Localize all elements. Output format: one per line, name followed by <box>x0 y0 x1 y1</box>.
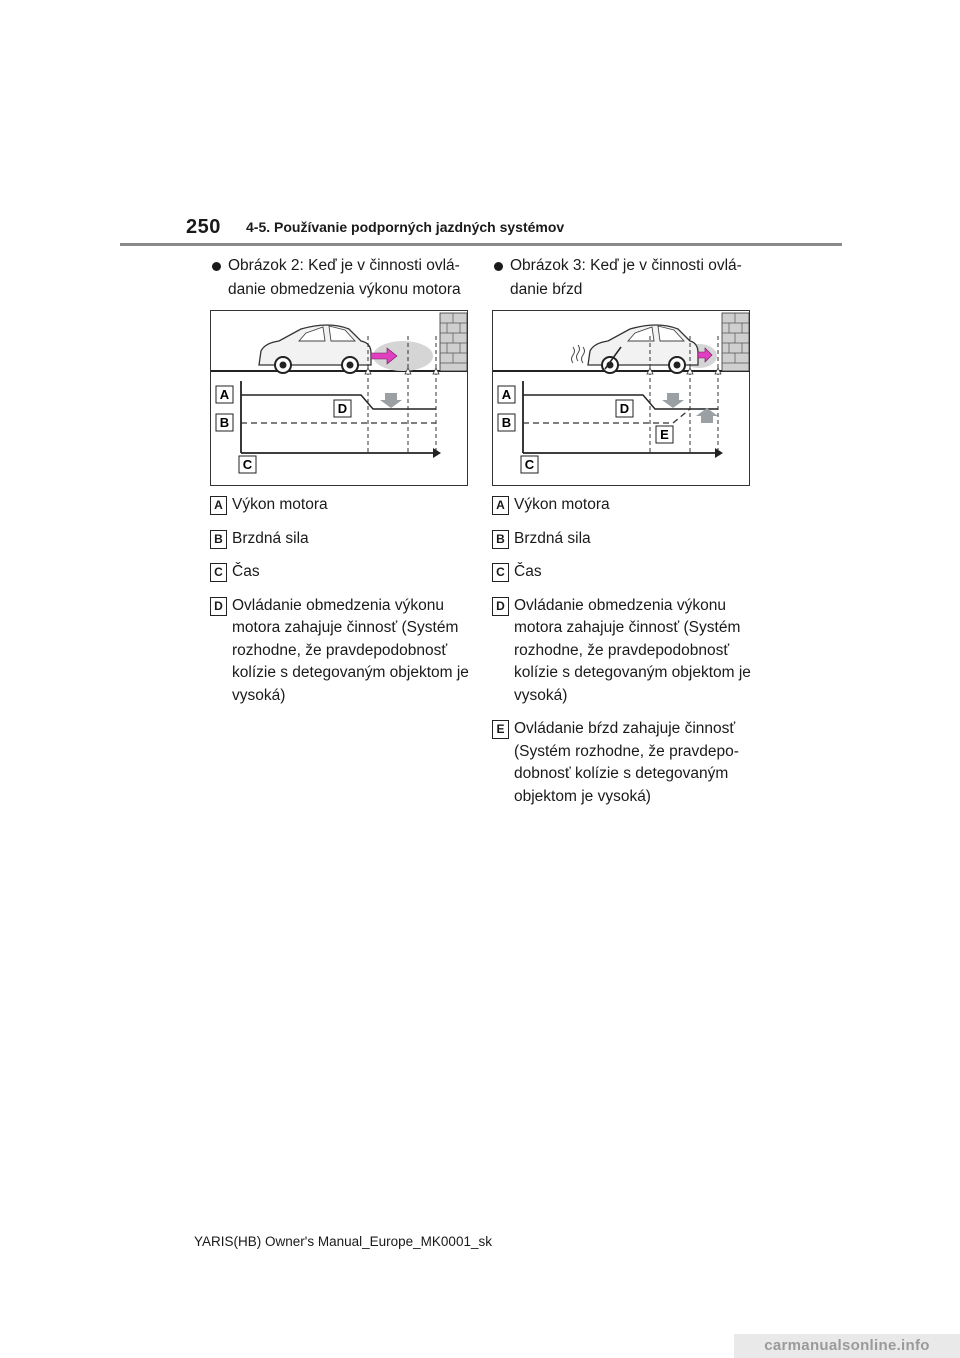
legend-key: C <box>210 563 227 582</box>
figure-2-diagram <box>210 310 468 486</box>
car-icon <box>259 325 371 373</box>
legend-text: Čas <box>514 563 542 580</box>
manual-footer: YARIS(HB) Owner's Manual_Europe_MK0001_sk <box>194 1234 492 1249</box>
figure-label-e: E <box>660 427 669 442</box>
figure-label-a: A <box>501 387 512 402</box>
figure-label-c: C <box>242 457 253 472</box>
bullet-icon <box>212 262 221 271</box>
legend-text: Brzdná sila <box>232 529 309 547</box>
car-icon <box>588 325 698 373</box>
legend-key: C <box>492 563 509 582</box>
left-column <box>208 254 470 704</box>
decrease-arrow-icon <box>662 393 684 408</box>
header-rule <box>120 243 842 246</box>
legend-text: Výkon motora <box>232 496 328 513</box>
legend-text: Čas <box>232 563 260 580</box>
page-number: 250 <box>186 216 221 238</box>
legend-key: D <box>210 597 227 616</box>
bullet-icon <box>494 262 503 271</box>
legend-text: Ovládanie obmedzenia výkonu motora zahajuje činnosť (Systém rozhodne, že pravdepodobnosť kolízie s detegovaným objektom je vysoká) <box>232 596 469 704</box>
legend-item <box>210 528 472 551</box>
section-title: 4-5. Používanie podporných jazdných systémov <box>246 219 565 235</box>
figure-label-b: B <box>501 415 512 430</box>
figure-label-d: D <box>619 401 630 416</box>
figure-3-caption-text: Obrázok 3: Keď je v činnosti ovlá-danie bŕzd <box>510 257 742 298</box>
figure-3-caption <box>490 254 752 306</box>
legend-text: Ovládanie obmedzenia výkonu motora zahajuje činnosť (Systém rozhodne, že pravdepodobnosť kolízie s detegovaným objektom je vysoká) <box>514 596 751 704</box>
legend-text: Ovládanie bŕzd zahajuje činnosť (Systém rozhodne, že pravdepo-dobnosť kolízie s detegovaným objektom je vysoká) <box>514 720 739 805</box>
legend-item <box>492 494 754 517</box>
right-column <box>490 254 752 805</box>
figure-2-caption-text: Obrázok 2: Keď je v činnosti ovlá-danie obmedzenia výkonu motora <box>228 257 461 298</box>
figure-3-legend <box>492 494 754 819</box>
brick-wall-icon <box>440 313 467 371</box>
legend-key: E <box>492 720 509 739</box>
legend-key: D <box>492 597 509 616</box>
legend-item <box>210 494 472 517</box>
legend-text: Brzdná sila <box>514 529 591 547</box>
brick-wall-icon <box>722 313 749 371</box>
legend-key: B <box>210 530 227 549</box>
legend-text: Výkon motora <box>514 496 610 513</box>
legend-item <box>492 718 754 808</box>
braking-motion-icon <box>572 345 585 363</box>
figure-label-b: B <box>219 415 230 430</box>
figure-label-d: D <box>337 401 348 416</box>
increase-arrow-icon <box>696 408 718 423</box>
legend-item <box>492 561 754 584</box>
legend-key: A <box>492 496 509 515</box>
figure-label-a: A <box>219 387 230 402</box>
figure-2-caption <box>208 254 470 306</box>
legend-key: A <box>210 496 227 515</box>
figure-2-legend <box>210 494 472 718</box>
legend-item <box>492 528 754 551</box>
legend-key: B <box>492 530 509 549</box>
legend-item <box>492 595 754 708</box>
watermark-link[interactable]: carmanualsonline.info <box>734 1334 960 1358</box>
legend-item <box>210 561 472 584</box>
legend-item <box>210 595 472 708</box>
figure-label-c: C <box>524 457 535 472</box>
decrease-arrow-icon <box>380 393 402 408</box>
figure-3-diagram <box>492 310 750 486</box>
